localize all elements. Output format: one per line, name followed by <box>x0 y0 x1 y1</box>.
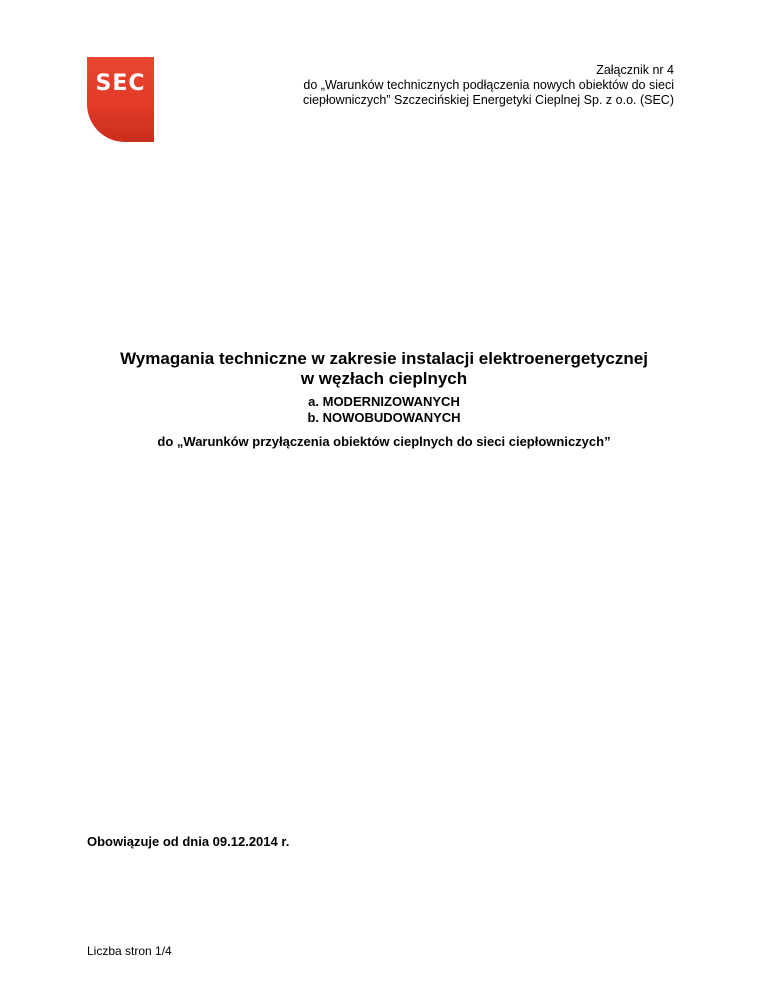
logo-text: SEC <box>95 71 146 96</box>
effective-date: Obowiązuje od dnia 09.12.2014 r. <box>87 834 290 849</box>
sec-logo <box>87 57 154 142</box>
document-title-line-2: w węzłach cieplnych <box>300 369 468 388</box>
page-count: Liczba stron 1/4 <box>87 944 172 958</box>
node-types-list <box>0 394 768 426</box>
title-block <box>0 349 768 450</box>
attachment-number: Załącznik nr 4 <box>596 63 674 77</box>
list-item-b: b. NOWOBUDOWANYCH <box>307 410 461 425</box>
list-item-a: a. MODERNIZOWANYCH <box>308 394 460 409</box>
attachment-note <box>214 63 674 108</box>
document-title <box>0 349 768 389</box>
document-title-line-1: Wymagania techniczne w zakresie instalacji elektroenergetycznej <box>120 349 648 368</box>
attachment-reference-line-2: ciepłowniczych” Szczecińskiej Energetyki Cieplnej Sp. z o.o. (SEC) <box>303 93 674 107</box>
document-subtitle: do „Warunków przyłączenia obiektów cieplnych do sieci ciepłowniczych” <box>157 434 611 449</box>
attachment-reference-line-1: do „Warunków technicznych podłączenia nowych obiektów do sieci <box>303 78 674 92</box>
